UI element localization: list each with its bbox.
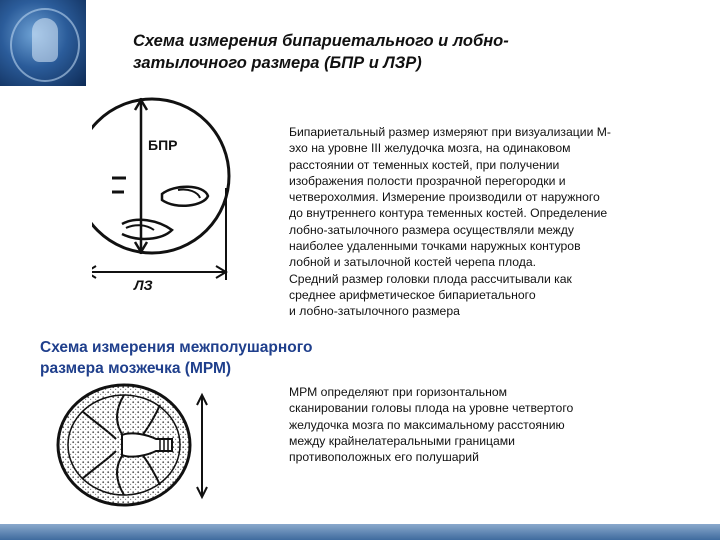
page-title bbox=[133, 30, 573, 74]
bpr-text-line: наиболее удаленными точками наружных контуров bbox=[289, 239, 581, 254]
section-subtitle bbox=[40, 337, 312, 379]
bpr-text-line: расстоянии от теменных костей, при получении bbox=[289, 157, 560, 172]
bpr-text-line: лобной и затылочной костей черепа плода. bbox=[289, 255, 536, 270]
bpr-text-line: изображения полости прозрачной перегородки и bbox=[289, 173, 566, 188]
logo-figure-icon bbox=[32, 18, 58, 62]
mrm-text-line: сканировании головы плода на уровне четвертого bbox=[289, 401, 574, 416]
label-bpr: БПР bbox=[148, 137, 178, 153]
subtitle-line-1: Схема измерения межполушарного bbox=[40, 339, 313, 356]
title-line-1: Схема измерения бипариетального и лобно- bbox=[133, 32, 509, 50]
bpr-text-line: Средний размер головки плода рассчитывали как bbox=[289, 271, 572, 286]
bpr-text-line: до внутреннего контура теменных костей. Определение bbox=[289, 206, 608, 221]
bpr-lzr-diagram bbox=[92, 96, 282, 296]
bpr-text-line: лобно-затылочного размера осуществляли между bbox=[289, 222, 574, 237]
title-line-2: затылочного размера (БПР и ЛЗР) bbox=[133, 54, 422, 72]
subtitle-line-2: размера мозжечка (МРМ) bbox=[40, 360, 232, 377]
mrm-text-line: желудочка мозга по максимальному расстоянию bbox=[289, 417, 565, 432]
mrm-description bbox=[289, 384, 573, 465]
mrm-text-line: противоположных его полушарий bbox=[289, 450, 479, 465]
mrm-text-line: МРМ определяют при горизонтальном bbox=[289, 385, 508, 399]
bpr-text-line: эхо на уровне III желудочка мозга, на одинаковом bbox=[289, 141, 571, 156]
bpr-description bbox=[289, 124, 611, 320]
label-lzr: ЛЗ bbox=[134, 277, 153, 293]
logo bbox=[0, 0, 86, 86]
mrm-diagram bbox=[52, 381, 222, 511]
bpr-text-line: среднее арифметическое бипариетального bbox=[289, 287, 536, 302]
bpr-text-line: четверохолмия. Измерение производили от наружного bbox=[289, 190, 600, 205]
footer-bar bbox=[0, 524, 720, 540]
mrm-text-line: между крайнелатеральными границами bbox=[289, 433, 515, 448]
bpr-text-line: и лобно-затылочного размера bbox=[289, 304, 460, 319]
skull-outline bbox=[92, 99, 229, 253]
bpr-text-line: Бипариетальный размер измеряют при визуализации М- bbox=[289, 125, 611, 139]
